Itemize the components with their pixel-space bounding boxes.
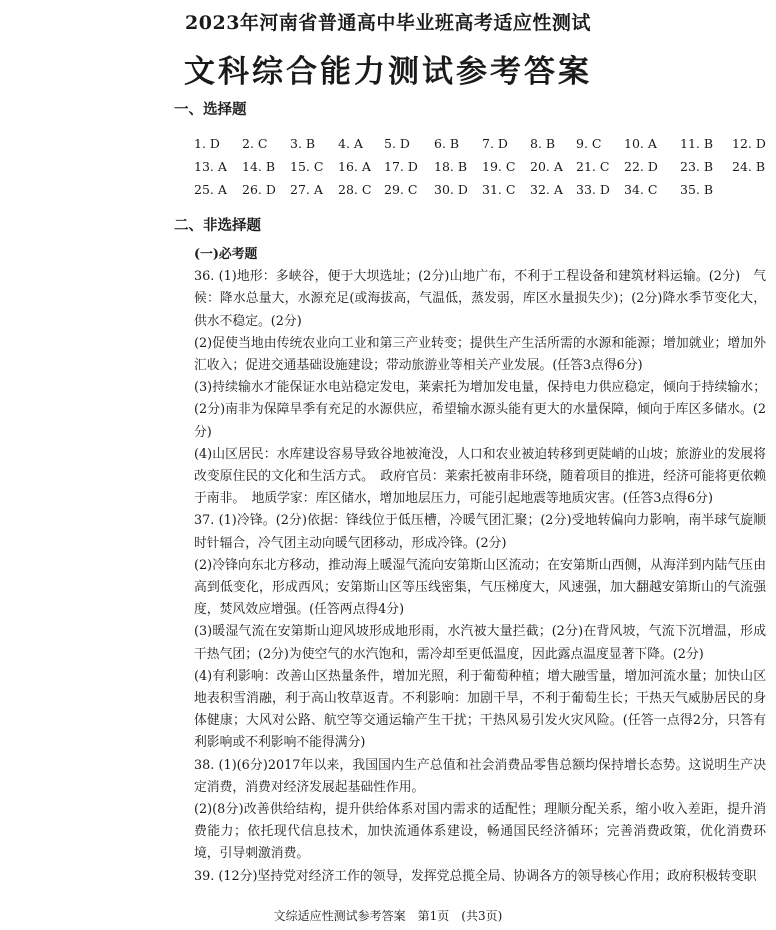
answer-paragraph: (2)促使当地由传统农业向工业和第三产业转变；提供生产生活所需的水源和能源；增加就业；增加外汇收入；促进交通基础设施建设；带动旅游业等相关产业发展。(任答3点得6分)	[194, 335, 766, 374]
choice-answer: 26. D	[242, 182, 276, 197]
choice-answer: 15. C	[290, 159, 324, 174]
answer-paragraph: 36. (1)地形：多峡谷，便于大坝选址；(2分)山地广布，不利于工程设备和建筑材料运输。(2分) 气候：降水总量大，水源充足(或海拔高，气温低，蒸发弱，库区水量损失少)；(2分)降水季节变化大，供水不稳定。(2分)	[194, 269, 766, 329]
choice-answer: 29. C	[384, 182, 418, 197]
choice-answer: 5. D	[384, 136, 410, 151]
choice-answer: 19. C	[482, 159, 516, 174]
choice-answer: 16. A	[338, 159, 371, 174]
answer-paragraph: (4)有利影响：改善山区热量条件，增加光照，利于葡萄种植；增大融雪量，增加河流水量；加快山区地表积雪消融，利于高山牧草返青。不利影响：加剧干旱，不利于葡萄生长；干热天气威胁居民的身体健康；大风对公路、航空等交通运输产生干扰；干热风易引发火灾风险。(任答一点得2分，只答有利影响或不利影响不能得满分)	[194, 668, 766, 751]
answer-paragraph: (2)(8分)改善供给结构，提升供给体系对国内需求的适配性；理顺分配关系，缩小收入差距，提升消费能力；依托现代信息技术，加快流通体系建设，畅通国民经济循环；完善消费政策，优化消费环境，引导刺激消费。	[194, 802, 766, 862]
choice-answer: 35. B	[680, 182, 714, 197]
subsection-heading: (一)必考题	[194, 247, 258, 262]
choice-answer: 4. A	[338, 136, 363, 151]
choice-answer: 7. D	[482, 136, 508, 151]
choice-answer: 13. A	[194, 159, 227, 174]
choice-answer: 20. A	[530, 159, 563, 174]
answer-paragraph: (2)冷锋向东北方移动，推动海上暖湿气流向安第斯山区流动；在安第斯山西侧，从海洋到内陆气压由高到低变化，形成西风；安第斯山区等压线密集，气压梯度大，风速强，加大翻越安第斯山的气流强度，焚风效应增强。(任答两点得4分)	[194, 557, 766, 618]
choice-answer: 31. C	[482, 182, 516, 197]
choice-answer: 23. B	[680, 159, 714, 174]
choice-answer: 18. B	[434, 159, 468, 174]
page-title: 文科综合能力测试参考答案	[184, 54, 592, 90]
choice-section-heading: 一、选择题	[174, 101, 247, 118]
answer-paragraph: (3)持续输水才能保证水电站稳定发电，莱索托为增加发电量，保持电力供应稳定，倾向于持续输水；(2分)南非为保障旱季有充足的水源供应，希望输水源头能有更大的水量保障，倾向于库区多储水。(2分)	[194, 380, 766, 440]
choice-answer: 2. C	[242, 136, 268, 151]
answer-paragraph: 38. (1)(6分)2017年以来，我国国内生产总值和社会消费品零售总额均保持增长态势。这说明生产决定消费，消费对经济发展起基础性作用。	[194, 757, 766, 795]
choice-answer: 30. D	[434, 182, 468, 197]
answer-paragraph: (3)暖湿气流在安第斯山迎风坡形成地形雨，水汽被大量拦截；(2分)在背风坡，气流下沉增温，形成干热气团；(2分)为使空气的水汽饱和，需冷却至更低温度，因此露点温度显著下降。(2分)	[194, 624, 766, 662]
choice-answer: 3. B	[290, 136, 316, 151]
choice-answer: 12. D	[732, 136, 766, 151]
choice-answer: 11. B	[680, 136, 714, 151]
choice-answer: 28. C	[338, 182, 372, 197]
choice-answer: 14. B	[242, 159, 276, 174]
page-footer: 文综适应性测试参考答案 第1页 (共3页)	[273, 909, 503, 923]
choice-answer: 24. B	[732, 159, 766, 174]
choice-answer: 22. D	[624, 159, 658, 174]
exam-title: 2023年河南省普通高中毕业班高考适应性测试	[185, 12, 591, 34]
choice-row	[194, 136, 774, 156]
choice-answer: 17. D	[384, 159, 418, 174]
choice-answer: 8. B	[530, 136, 556, 151]
choice-answer: 25. A	[194, 182, 227, 197]
nonchoice-section-heading: 二、非选择题	[174, 217, 261, 234]
choice-answer: 34. C	[624, 182, 658, 197]
answer-paragraph: 39. (12分)坚持党对经济工作的领导，发挥党总揽全局、协调各方的领导核心作用；政府积极转变职	[194, 868, 757, 884]
choice-row	[194, 159, 774, 179]
choice-answer: 33. D	[576, 182, 610, 197]
choice-answer: 1. D	[194, 136, 220, 151]
choice-answer: 21. C	[576, 159, 610, 174]
choice-answer: 10. A	[624, 136, 657, 151]
answer-body	[194, 244, 766, 888]
choice-row	[194, 182, 774, 202]
answer-paragraph: (4)山区居民：水库建设容易导致谷地被淹没，人口和农业被迫转移到更陡峭的山坡；旅游业的发展将改变原住民的文化和生活方式。 政府官员：莱索托被南非环绕，随着项目的推进，经济可能将更依赖于南非。 地质学家：库区储水，增加地层压力，可能引起地震等地质灾害。(任答3点得6分)	[194, 446, 766, 507]
choice-answer: 9. C	[576, 136, 602, 151]
choice-answer: 6. B	[434, 136, 460, 151]
answer-paragraph: 37. (1)冷锋。(2分)依据：锋线位于低压槽，冷暖气团汇聚；(2分)受地转偏向力影响，南半球气旋顺时针辐合，冷气团主动向暖气团移动，形成冷锋。(2分)	[194, 513, 766, 551]
choice-answer: 27. A	[290, 182, 323, 197]
choice-answer: 32. A	[530, 182, 563, 197]
